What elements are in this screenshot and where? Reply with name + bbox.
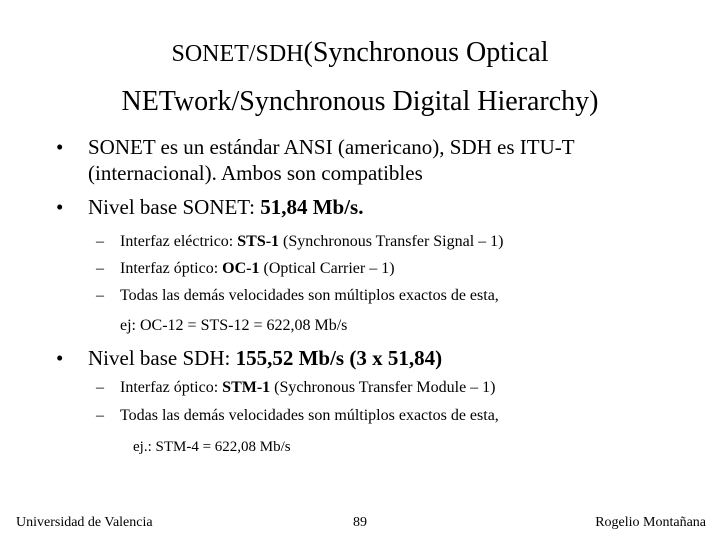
sub-bold: OC-1 <box>222 260 260 277</box>
bullet-marker: • <box>56 346 64 370</box>
sub-bullet-text <box>120 378 496 398</box>
sub-label: Interfaz óptico: <box>120 260 223 277</box>
bullet-text <box>88 194 363 220</box>
bullet-value: 155,52 Mb/s (3 x 51,84) <box>235 346 443 370</box>
footer-institution: Universidad de Valencia <box>16 515 153 530</box>
footer-author: Rogelio Montañana <box>595 515 706 530</box>
sub-label: Interfaz óptico: <box>120 379 223 396</box>
title-rest: (Synchronous Optical <box>303 37 549 68</box>
dash-marker: – <box>96 260 104 277</box>
title-prefix: SONET/SDH <box>171 41 304 67</box>
sub-suffix: (Optical Carrier – 1) <box>259 260 395 277</box>
bullet-text: SONET es un estándar ANSI (americano), SDH es ITU-T <box>88 135 575 159</box>
bullet-label: Nivel base SONET: <box>88 195 261 219</box>
sub-bullet-example-sdh: ej.: STM-4 = 622,08 Mb/s <box>133 439 291 455</box>
sub-bullet-text: Todas las demás velocidades son múltiplos exactos de esta, <box>120 287 499 304</box>
dash-marker: – <box>96 407 104 424</box>
sub-suffix: (Synchronous Transfer Signal – 1) <box>279 233 504 250</box>
bullet-marker: • <box>56 195 64 219</box>
title-line-2: NETwork/Synchronous Digital Hierarchy) <box>121 86 599 117</box>
dash-marker: – <box>96 379 104 396</box>
bullet-marker: • <box>56 135 64 159</box>
sub-bold: STS-1 <box>237 233 280 250</box>
sub-suffix: (Sychronous Transfer Module – 1) <box>270 379 496 396</box>
dash-marker: – <box>96 287 104 304</box>
footer-page-number: 89 <box>353 515 367 530</box>
bullet-label: Nivel base SDH: <box>88 346 236 370</box>
slide-title <box>0 30 720 124</box>
sub-bullet-text: Todas las demás velocidades son múltiplos exactos de esta, <box>120 407 499 424</box>
sub-bullet-text <box>120 259 395 279</box>
sub-label: Interfaz eléctrico: <box>120 233 238 250</box>
bullet-text <box>88 345 442 371</box>
bullet-text-cont: (internacional). Ambos son compatibles <box>88 161 423 185</box>
title-line-1 <box>0 30 720 79</box>
sub-bullet-example: ej: OC-12 = STS-12 = 622,08 Mb/s <box>120 317 348 334</box>
bullet-value: 51,84 Mb/s. <box>260 195 364 219</box>
dash-marker: – <box>96 233 104 250</box>
sub-bullet-text <box>120 232 503 252</box>
sub-bold: STM-1 <box>222 379 271 396</box>
